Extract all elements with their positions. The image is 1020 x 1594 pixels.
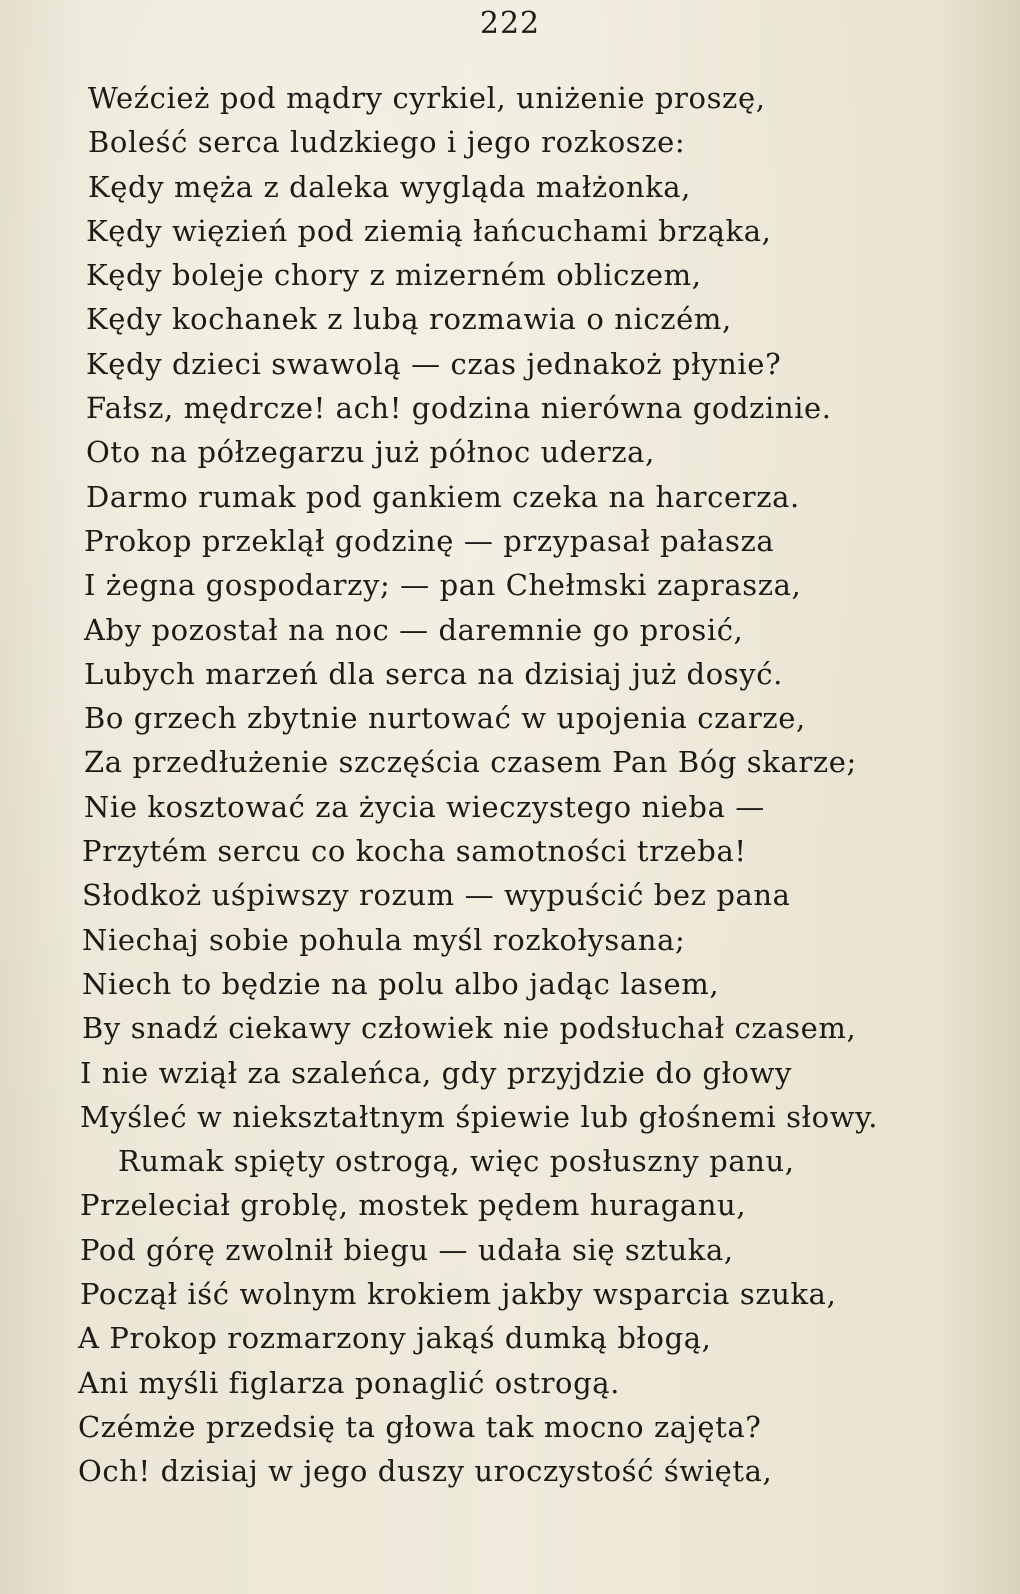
verse-line: Fałsz, mędrcze! ach! godzina nierówna godzinie. <box>86 391 832 426</box>
verse-line: I nie wziął za szaleńca, gdy przyjdzie do głowy <box>80 1055 792 1090</box>
verse-line: Lubych marzeń dla serca na dzisiaj już dosyć. <box>84 656 783 691</box>
verse-line: Boleść serca ludzkiego i jego rozkosze: <box>88 125 686 160</box>
verse-line: A Prokop rozmarzony jakąś dumką błogą, <box>78 1321 712 1356</box>
verse-line: Darmo rumak pod gankiem czeka na harcerza. <box>86 479 800 514</box>
poem-text <box>0 76 1020 1494</box>
verse-line: Czémże przedsię ta głowa tak mocno zajęta? <box>78 1409 762 1444</box>
verse-line: Oto na półzegarzu już północ uderza, <box>86 435 655 470</box>
verse-line: Nie kosztować za życia wieczystego nieba — <box>84 789 765 824</box>
verse-line: Kędy męża z daleka wygląda małżonka, <box>88 169 692 204</box>
verse-line: By snadź ciekawy człowiek nie podsłuchał czasem, <box>82 1011 857 1046</box>
verse-line: Za przedłużenie szczęścia czasem Pan Bóg skarze; <box>84 745 857 780</box>
verse-line: Kędy dzieci swawolą — czas jednakoż płynie? <box>86 346 782 381</box>
verse-line: Bo grzech zbytnie nurtować w upojenia czarze, <box>84 701 806 736</box>
verse-line: Kędy boleje chory z mizerném obliczem, <box>86 258 702 293</box>
verse-line: Och! dzisiaj w jego duszy uroczystość święta, <box>78 1454 773 1489</box>
page-number: 222 <box>479 6 541 41</box>
verse-line: Rumak spięty ostrogą, więc posłuszny panu, <box>118 1144 795 1179</box>
verse-line: Począł iść wolnym krokiem jakby wsparcia szuka, <box>80 1277 837 1312</box>
verse-line: Ani myśli figlarza ponaglić ostrogą. <box>78 1365 620 1400</box>
verse-line: Niechaj sobie pohula myśl rozkołysana; <box>82 922 686 957</box>
verse-line: Przytém sercu co kocha samotności trzeba! <box>82 834 747 869</box>
verse-line: Pod górę zwolnił biegu — udała się sztuka, <box>80 1232 734 1267</box>
verse-line: Przeleciał groblę, mostek pędem huraganu, <box>80 1188 747 1223</box>
verse-line: Weźcież pod mądry cyrkiel, uniżenie proszę, <box>88 81 766 115</box>
verse-line: Prokop przeklął godzinę — przypasał pałasza <box>84 523 775 558</box>
verse-line: Kędy więzień pod ziemią łańcuchami brząka, <box>86 213 772 248</box>
verse-line: Kędy kochanek z lubą rozmawia o niczém, <box>86 302 732 337</box>
verse-line: I żegna gospodarzy; — pan Chełmski zaprasza, <box>84 568 802 603</box>
verse-line: Słodkoż uśpiwszy rozum — wypuścić bez pana <box>82 878 791 913</box>
verse-line: Myśleć w niekształtnym śpiewie lub głośnemi słowy. <box>80 1099 879 1134</box>
verse-line: Niech to będzie na polu albo jadąc lasem, <box>82 966 720 1001</box>
verse-line: Aby pozostał na noc — daremnie go prosić, <box>84 612 744 647</box>
